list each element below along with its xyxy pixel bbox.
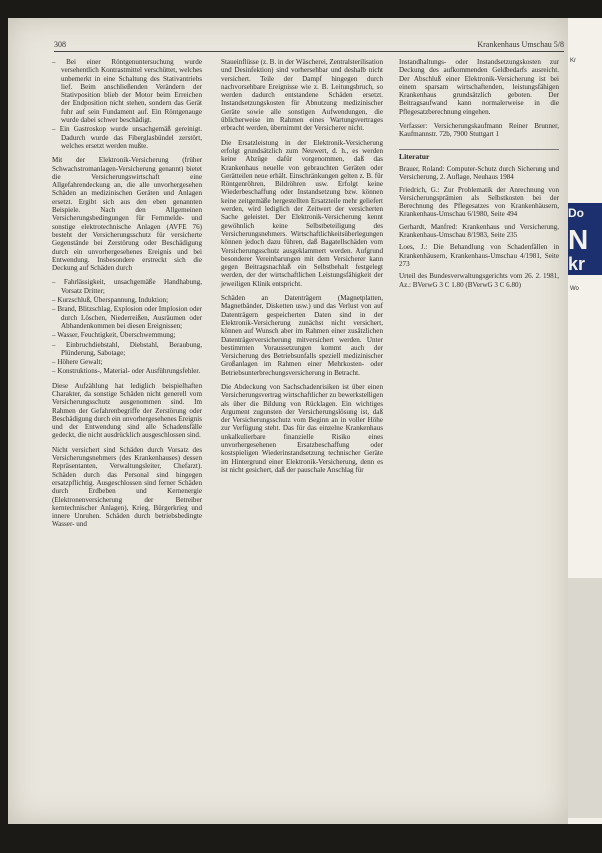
text-column-3 [399, 58, 559, 293]
edge-shaded-area [568, 578, 602, 818]
page-header [54, 40, 564, 52]
adjacent-page-edge [568, 18, 602, 824]
literature-heading: Literatur [399, 149, 559, 161]
list-item: – Ein Gastroskop wurde unsachgemäß gereinigt. Dadurch wurde das Fiberglasbündel zerstört, welches ersetzt werden mußte. [52, 125, 202, 150]
paragraph: Die Ersatzleistung in der Elektronik-Versicherung erfolgt grundsätzlich zum Neuwert, d. h., es werden keine Abzüge dafür vorgenommen, daß das Krankenhaus neuelle von gebrauchten Geräten oder Gerätteilen neue erhält. Einschränkungen gelten z. B. für Röntgenröhren, Bildröhren usw. Erfolgt keine Wiederbeschaffung oder Instandsetzung bzw. können keine zeitgemäße hergestellten Ersatzteile mehr geliefert werden, wird lediglich der Zeitwert der versicherten Sache geleistet. Der Elektronik-Versicherung kennt gewöhnlich keine Selbstbeteiligung des Versicherungsnehmers. Wirtschaftlichkeitsüberlegungen können jedoch dazu führen, daß Bagatellschäden vom Versicherungsschutz ausgeklammert werden. Aufgrund besonderer Vereinbarungen mit dem Versicherer kann gegen Beitragsnachlaß ein Selbstbehalt festgelegt werden, der der wirtschaftlichen Leistungsfähigkeit der jeweiligen Klinik entspricht. [221, 138, 383, 288]
coverage-list [52, 278, 202, 375]
reference-item: Urteil des Bundesverwaltungsgerichts vom 26. 2. 1981, Az.: BVerwG 3 C 1.80 (BVerwG 3 C 6.80) [399, 272, 559, 289]
author-note [399, 122, 559, 139]
page-number: 308 [54, 40, 66, 49]
edge-banner-text: kr [568, 254, 586, 274]
example-list [52, 58, 202, 150]
list-item: – Kurzschluß, Überspannung, Induktion; [52, 296, 202, 304]
list-item: – Fahrlässigkeit, unsachgemäße Handhabung, Vorsatz Dritter; [52, 278, 202, 295]
paragraph: Schäden an Datenträgern (Magnetplatten, Magnetbänder, Disketten usw.) und das Verlust von auf Datenträgern gespeicherten Daten sind in der Elektronik-Versicherung zunächst nicht versichert, können auf Wunsch aber im Rahmen einer zusätzlichen Datenträgerversicherung mitversichert werden. Unter bestimmten Voraussetzungen kommt auch der Versicherung des Betriebsunfalls speziell medizinischer Großanlagen im Rahmen einer Mehrkosten- oder Betriebsunterbrechungsversicherung in Betracht. [221, 294, 383, 377]
list-item: – Höhere Gewalt; [52, 358, 202, 366]
paragraph: Mit der Elektronik-Versicherung (früher Schwachstromanlagen-Versicherung genannt) bietet die Versicherungswirtschaft eine Allgefahrendeckung an, die alle unvorhergesehen Schäden an medizinischen Geräten und Anlagen ersetzt. Ergibt sich aus den eben genannten Beispiele. Nach den Allgemeinen Versicherungsbedingungen für Fernmelde- und sonstige elektrotechnische Anlagen (AVFE 76) besteht der Versicherungsschutz für versicherte Gegenstände bei Zerstörung oder Beschädigung durch ein unvorhergesehenes Ereignis und bei Entwendung. Insbesondere erstreckt sich die Deckung auf Schäden durch [52, 156, 202, 273]
paragraph: Instandhaltungs- oder Instandsetzungskosten zur Deckung des aufkommenden Geldbedarfs ausreicht. Der Abschluß einer Elektronik-Versicherung ist bei einem sparsam wirtschaftenden, leistungsfähigen Krankenhaus grundsätzlich geboten. Der Beitragsaufwand kann normalerweise in die Pflegesatzberechnung eingehen. [399, 58, 559, 116]
running-title: Krankenhaus Umschau 5/8 [477, 40, 564, 49]
author-label: Verfasser: [399, 122, 428, 131]
reference-item: Brauer, Roland: Computer-Schutz durch Sicherung und Versicherung, 2. Auflage, Neuhaus 1984 [399, 164, 559, 182]
edge-top-text: Kr [570, 58, 576, 64]
paragraph: Die Abdeckung von Sachschadenrisiken ist über einen Versicherungsvertrag wirtschaftlicher zu bewerkstelligen als über die Bildung von Rücklagen. Ein wichtiges Argument zugunsten der Versicherungslösung ist, daß der Versicherungsschutz vom Beginn an in voller Höhe zur Verfügung steht. Das für das einzelne Krankenhaus unkalkulierbare finanzielle Risiko eines unvorhergesehenen Ersatzbeschaffung oder kostspieligen Wiederinstandsetzung technischer Geräte im Hintergrund einer Elektronik-Versicherung, denn es ist nicht gesichert, daß der pauschale Anschlag für [221, 382, 383, 474]
list-item: – Brand, Blitzschlag, Explosion oder Implosion oder durch Löschen, Niederreißen, Ausräumen oder Abhandenkommen bei diesen Ereignissen; [52, 305, 202, 330]
paragraph: Staueinflüsse (z. B. in der Wäscherei, Zentralsterilisation und Desinfektion) sind vorhersehbar und deshalb nicht versichert. Teile der Dampf hingegen durch nachvorsehbare Ereignisse wie z. B. Leitungsbruch, so werden dadurch entstandene Schäden ersetzt. Instandsetzungskosten für Abnutzung medizinischer Geräte sowie alle sonstigen Aufwendungen, die üblicherweise im Rahmen eines Wartungsvertrages erbracht werden, übernimmt der Versicherer nicht. [221, 58, 383, 133]
list-item: – Einbruchdiebstahl, Diebstahl, Beraubung, Plünderung, Sabotage; [52, 341, 202, 358]
list-item: – Wasser, Feuchtigkeit, Überschwemmung; [52, 331, 202, 339]
list-item: – Bei einer Röntgenuntersuchung wurde versehentlich Kontrastmittel verschüttet, welches unbemerkt in eine Schaltung des Stativantriebs lief. Beim anschließenden Verändern der Stativposition blieb der Motor beim Erreichen der Endposition nicht stehen, sondern das Gerät fuhr auf sein Fundament auf. Ein Röntgenauge wurde dabei schwer beschädigt. [52, 58, 202, 124]
list-item: – Konstruktions-, Material- oder Ausführungsfehler. [52, 367, 202, 375]
edge-banner-text: Do [568, 206, 584, 220]
paragraph: Nicht versichert sind Schäden durch Vorsatz des Versicherungsnehmers (des Krankenhauses) dessen Repräsentanten, Verwaltungsleiter, Chefarzt). Schäden durch das Personal sind hingegen ersatzpflichtig. Ausgeschlossen sind ferner Schäden durch Erdbeben und Kernenergie (Elektronenversicherung der Betreiber kerntechnischer Anlagen), Krieg, Bürgerkrieg und innere Unruhen. Schäden durch betriebsbedingte Wasser- und [52, 445, 202, 529]
text-column-1 [52, 58, 202, 535]
reference-item: Gerhardt, Manfred: Krankenhaus und Versicherung, Krankenhaus-Umschau 8/1983, Seite 235 [399, 222, 559, 240]
paragraph: Diese Aufzählung hat lediglich beispielhaften Charakter, da sonstige Schäden nicht generell vom Versicherungsschutz ausgenommen sind. Im Rahmen der Gefahrenbegriffe der Zerstörung oder Beschädigung durch ein unvorhergesehenes Ereignis und der Entwendung sind alle Schadensfälle gedeckt, die nicht ausdrücklich ausgeschlossen sind. [52, 381, 202, 440]
author-text: Versicherungskaufmann Reiner Brunner, Kaufmannstr. 72b, 7900 Stuttgart 1 [399, 122, 559, 139]
reference-item: Loes, J.: Die Behandlung von Schadenfällen in Krankenhäusern, Krankenhaus-Umschau 4/1981, Seite 273 [399, 243, 559, 268]
text-column-2 [221, 58, 383, 480]
edge-fragment-text: Wo [570, 286, 579, 292]
reference-list [399, 165, 559, 289]
reference-item: Friedrich, G.: Zur Problematik der Anrechnung von Versicherungsprämien als Selbstkosten bei der Berechnung des Pflegesatzes von Krankenhäusern, Krankenhaus-Umschau 6/1980, Seite 494 [399, 185, 559, 219]
edge-banner-text: N [568, 224, 589, 255]
